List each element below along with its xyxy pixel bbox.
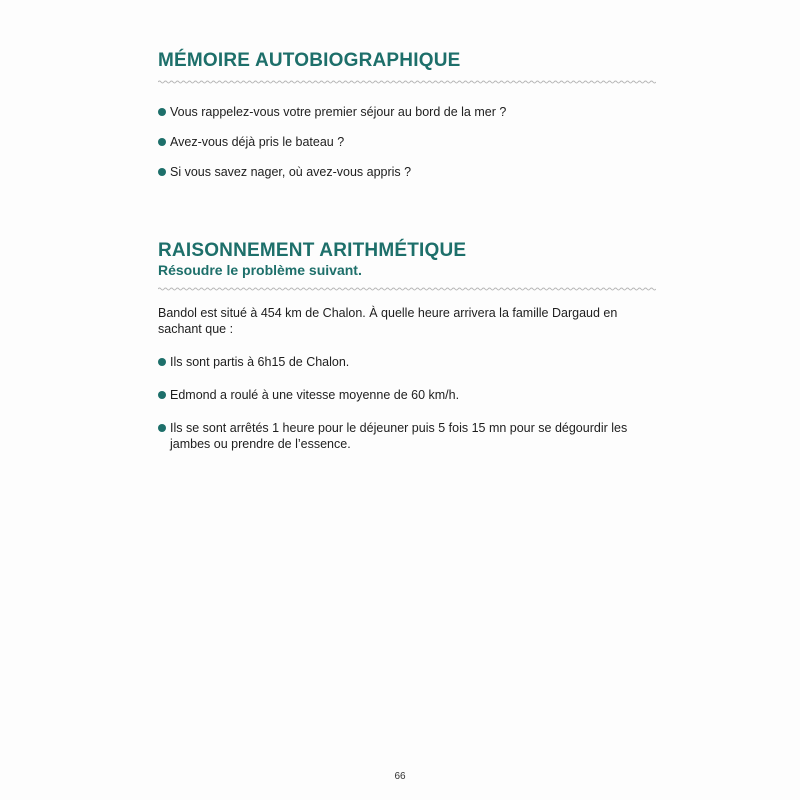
bullet-dot-icon <box>158 358 166 366</box>
section-arithmetic-reasoning <box>158 240 658 469</box>
list-item <box>158 420 658 452</box>
bullet-dot-icon <box>158 168 166 176</box>
list-item <box>158 104 658 120</box>
bullet-dot-icon <box>158 138 166 146</box>
page-number: 66 <box>394 771 406 782</box>
problem-statement: Bandol est situé à 454 km de Chalon. À quelle heure arrivera la famille Dargaud en sachant que : <box>158 306 618 336</box>
list-item <box>158 354 658 370</box>
list-item-text: Ils sont partis à 6h15 de Chalon. <box>170 355 350 369</box>
list-item <box>158 387 658 403</box>
bullet-dot-icon <box>158 108 166 116</box>
wavy-divider <box>158 78 656 86</box>
list-item <box>158 134 658 150</box>
bullet-dot-icon <box>158 391 166 399</box>
section-title: RAISONNEMENT ARITHMÉTIQUE <box>158 240 467 261</box>
list-item <box>158 164 658 180</box>
section-title: MÉMOIRE AUTOBIOGRAPHIQUE <box>158 50 461 71</box>
section-subtitle: Résoudre le problème suivant. <box>158 262 362 278</box>
condition-list <box>158 354 658 452</box>
list-item-text: Avez-vous déjà pris le bateau ? <box>170 135 345 149</box>
wavy-divider <box>158 285 656 293</box>
bullet-dot-icon <box>158 424 166 432</box>
list-item-text: Si vous savez nager, où avez-vous appris ? <box>170 165 412 179</box>
question-list <box>158 104 658 180</box>
section-autobiographical-memory <box>158 50 658 194</box>
list-item-text: Vous rappelez-vous votre premier séjour au bord de la mer ? <box>170 105 507 119</box>
list-item-text: Edmond a roulé à une vitesse moyenne de 60 km/h. <box>170 388 460 402</box>
list-item-text: Ils se sont arrêtés 1 heure pour le déjeuner puis 5 fois 15 mn pour se dégourdir les jambes ou prendre de l’essence. <box>170 421 628 451</box>
